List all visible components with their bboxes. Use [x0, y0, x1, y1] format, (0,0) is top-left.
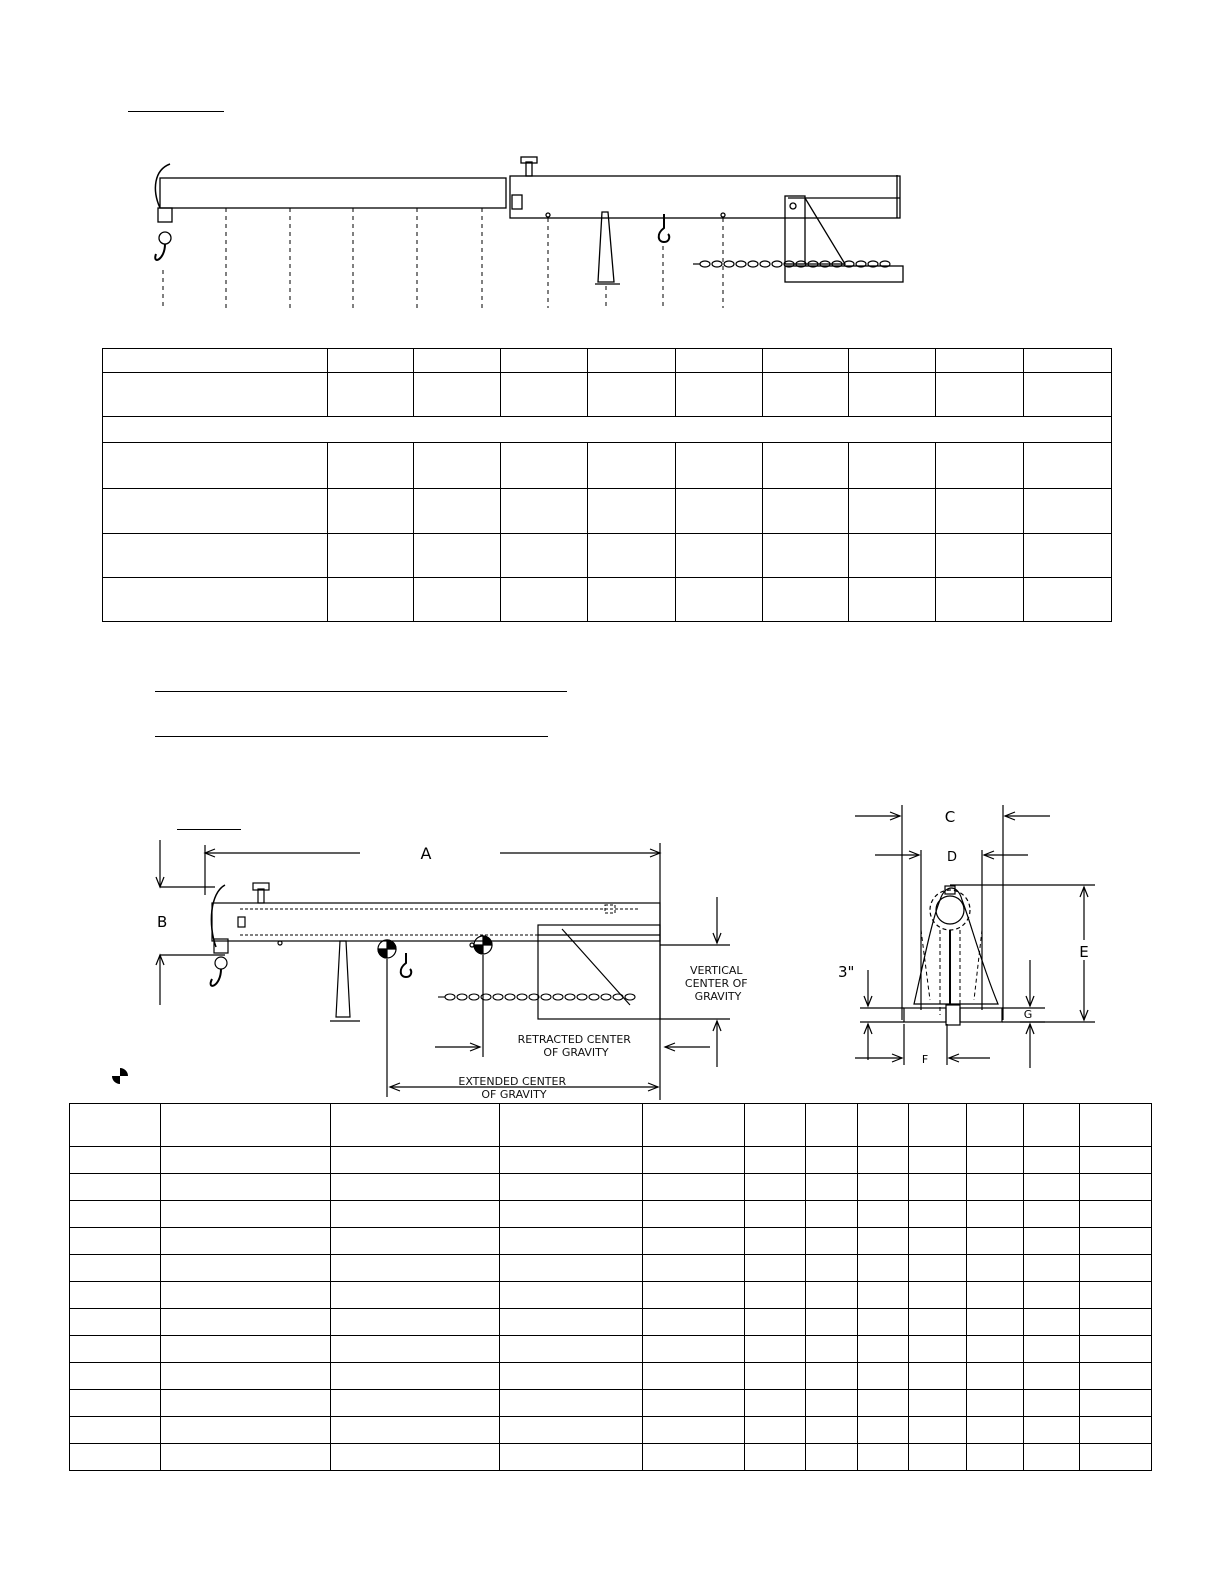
table-row: [103, 489, 1112, 534]
dim-label-g: G: [1023, 1008, 1033, 1021]
table-row: [70, 1201, 1152, 1228]
hook-icon: [155, 164, 170, 208]
table-row: [70, 1255, 1152, 1282]
table-row: [70, 1228, 1152, 1255]
dimensions-heading-underline: [177, 829, 241, 830]
hook-icon: [211, 885, 225, 947]
jack-stand: [336, 941, 350, 1017]
inner-boom: [160, 178, 506, 208]
vertical-cg-line-2: CENTER OF: [684, 977, 748, 990]
table-row: [70, 1282, 1152, 1309]
table-row: [103, 578, 1112, 622]
dimension-labels: [157, 844, 750, 1101]
chain-icon: [438, 994, 635, 1000]
blank-line-2: [155, 736, 548, 737]
dim-label-e: E: [1079, 943, 1089, 961]
table-row: [103, 417, 1112, 443]
spec-table: [69, 1103, 1152, 1471]
boom-cross-section: [914, 888, 998, 1004]
top-heading-underline: [128, 111, 224, 112]
table-header-row: [70, 1104, 1152, 1147]
mount-bracket: [785, 196, 805, 264]
outer-boom: [510, 176, 900, 218]
svg-text:VERTICAL CENTER OF: [685, 964, 750, 1003]
vertical-cg-line-1: VERTICAL: [689, 964, 743, 977]
retracted-cg-line-1: RETRACTED CENTER: [517, 1033, 631, 1046]
dim-label-f: F: [921, 1053, 929, 1066]
dim-label-d: D: [946, 850, 958, 865]
table-row: [70, 1417, 1152, 1444]
blank-line-1: [155, 691, 567, 692]
boom-side-elevation-diagram: [140, 150, 920, 315]
table-row: [70, 1363, 1152, 1390]
capacity-table: [102, 348, 1112, 622]
end-view-diagram: [820, 800, 1110, 1075]
table-row: [70, 1444, 1152, 1471]
table-row: [70, 1147, 1152, 1174]
dim-label-c: C: [944, 808, 956, 826]
mount-bracket: [538, 925, 660, 1019]
dim-label-b: B: [157, 913, 168, 931]
table-row: [103, 373, 1112, 417]
table-row: [70, 1174, 1152, 1201]
table-row: [70, 1390, 1152, 1417]
dimensioned-side-view-diagram: [100, 835, 750, 1105]
table-row: [103, 534, 1112, 578]
center-of-gravity-icon: [110, 1066, 130, 1086]
table-row: [70, 1309, 1152, 1336]
dim-label-3in: 3": [838, 963, 855, 981]
mount-base: [785, 266, 903, 282]
base-pad-right: [960, 1008, 1002, 1022]
table-row: [70, 1336, 1152, 1363]
dim-label-a: A: [420, 844, 432, 863]
svg-text:EXTENDED CENTER OF GRAVI: [458, 1075, 569, 1101]
table-row: [103, 349, 1112, 373]
end-view-labels: [838, 808, 1089, 1066]
retracted-cg-line-2: OF GRAVITY: [543, 1046, 609, 1059]
extended-cg-line-1: EXTENDED CENTER: [458, 1075, 567, 1088]
jack-stand: [598, 212, 614, 282]
table-row: [103, 443, 1112, 489]
extended-cg-line-2: OF GRAVITY: [481, 1088, 547, 1101]
vertical-cg-line-3: GRAVITY: [694, 990, 742, 1003]
svg-text:RETRACTED CENTER OF GRAV: [518, 1033, 635, 1059]
